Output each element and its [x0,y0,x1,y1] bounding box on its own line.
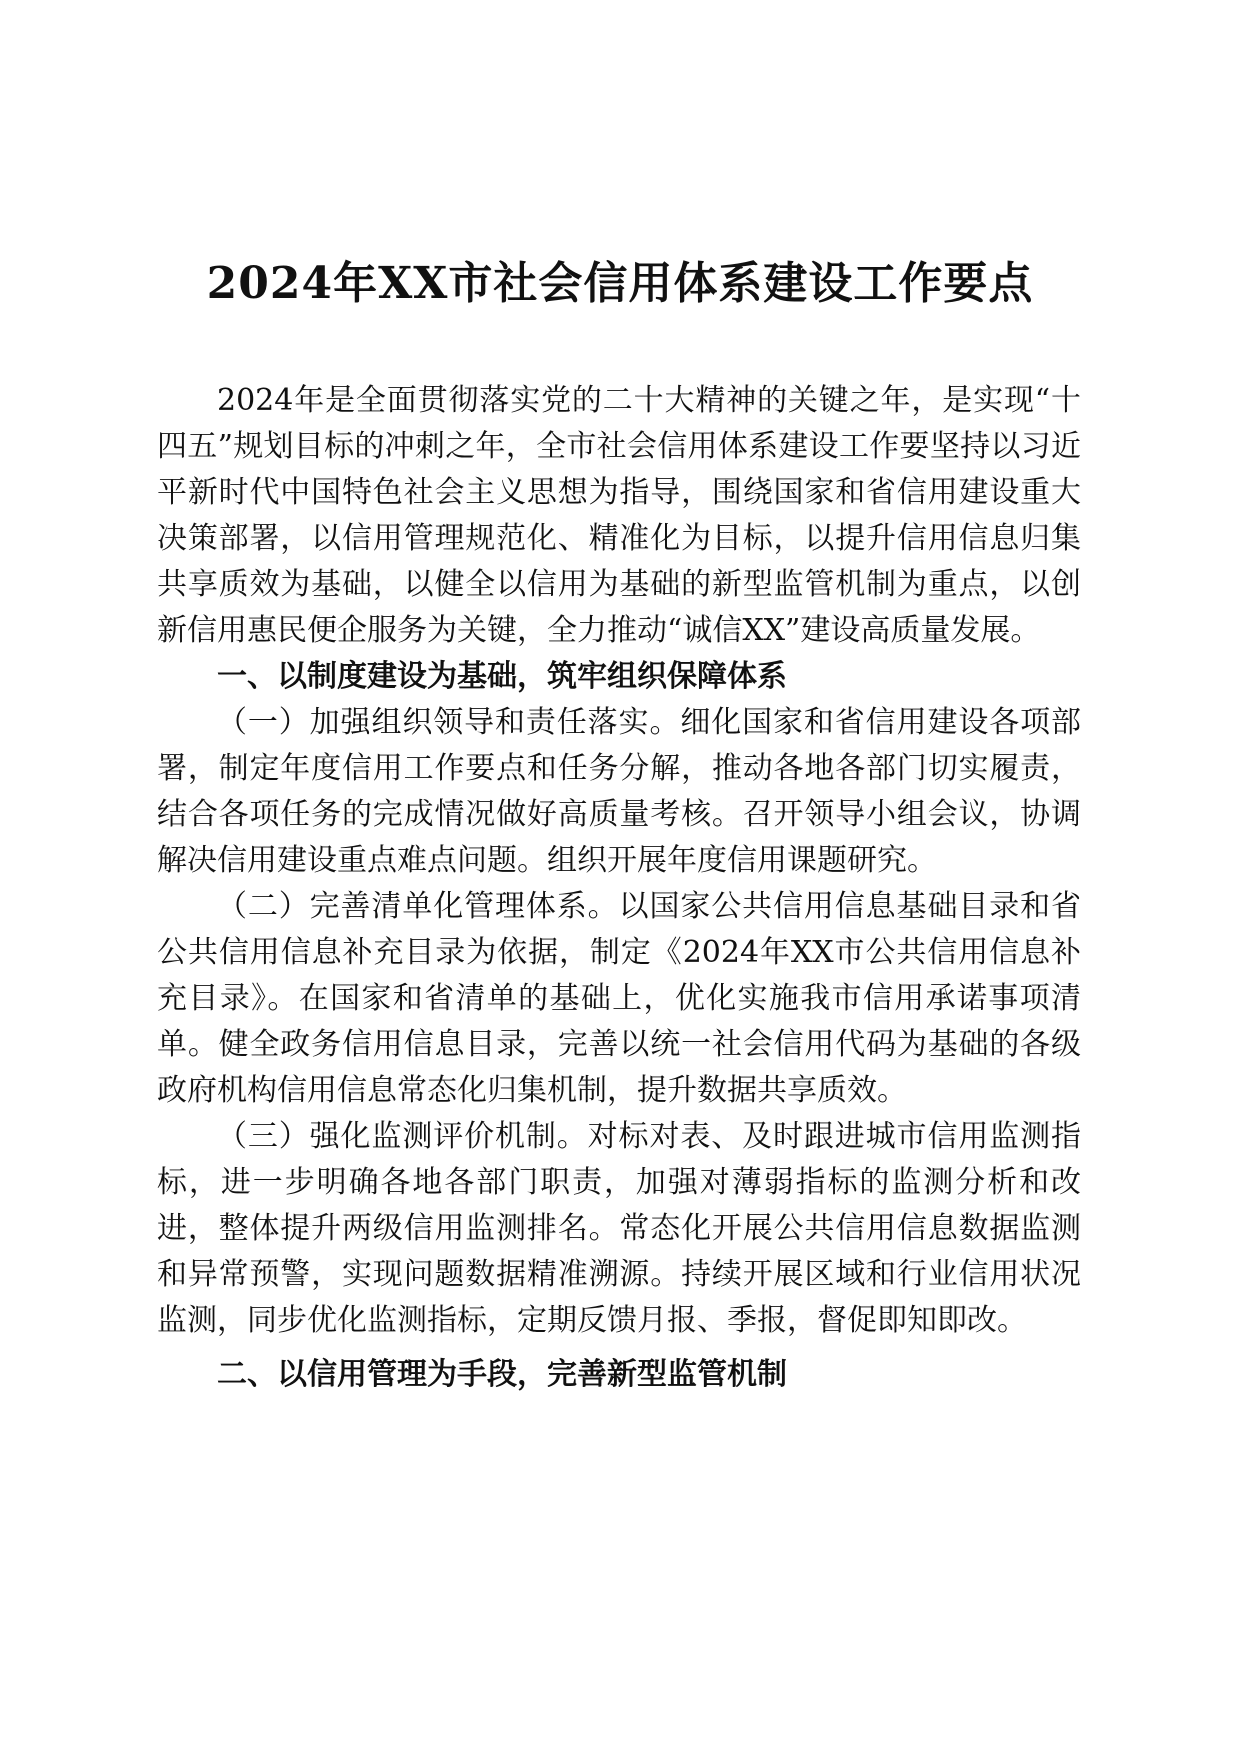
section-1-item-2 [157,884,1081,1114]
document-title: 2024年XX市社会信用体系建设工作要点 [206,258,1034,309]
item-subheading: （三）强化监测评价机制。 [217,1119,588,1154]
item-text: 以国家公共信用信息基础目录和省公共信用信息补充目录为依据，制定《2024年XX市公共信用信息补充目录》。在国家和省清单的基础上，优化实施我市信用承诺事项清单。健全政务信用信息目录，完善以统一社会信用代码为基础的各级政府机构信用信息常态化归集机制，提升数据共享质效。 [157,889,1082,1108]
item-text: 细化国家和省信用建设各项部署，制定年度信用工作要点和任务分解，推动各地各部门切实履责，结合各项任务的完成情况做好高质量考核。召开领导小组会议，协调解决信用建设重点难点问题。组织开展年度信用课题研究。 [157,705,1082,878]
section-heading-1: 一、以制度建设为基础，筑牢组织保障体系 [217,659,787,694]
item-subheading: （二）完善清单化管理体系。 [217,889,619,924]
intro-paragraph: 2024年是全面贯彻落实党的二十大精神的关键之年，是实现“十四五”规划目标的冲刺之年，全市社会信用体系建设工作要坚持以习近平新时代中国特色社会主义思想为指导，围绕国家和省信用建设重大决策部署，以信用管理规范化、精准化为目标，以提升信用信息归集共享质效为基础，以健全以信用为基础的新型监管机制为重点，以创新信用惠民便企服务为关键，全力推动“诚信XX”建设高质量发展。 [157,383,1081,648]
section-1-item-1 [157,700,1081,884]
section-heading-2: 二、以信用管理为手段，完善新型监管机制 [217,1357,787,1392]
section-1-item-3 [157,1114,1081,1344]
document-body [157,378,1081,1398]
item-text: 对标对表、及时跟进城市信用监测指标，进一步明确各地各部门职责，加强对薄弱指标的监测分析和改进，整体提升两级信用监测排名。常态化开展公共信用信息数据监测和异常预警，实现问题数据精准溯源。持续开展区域和行业信用状况监测，同步优化监测指标，定期反馈月报、季报，督促即知即改。 [157,1119,1082,1338]
item-subheading: （一）加强组织领导和责任落实。 [217,705,681,740]
